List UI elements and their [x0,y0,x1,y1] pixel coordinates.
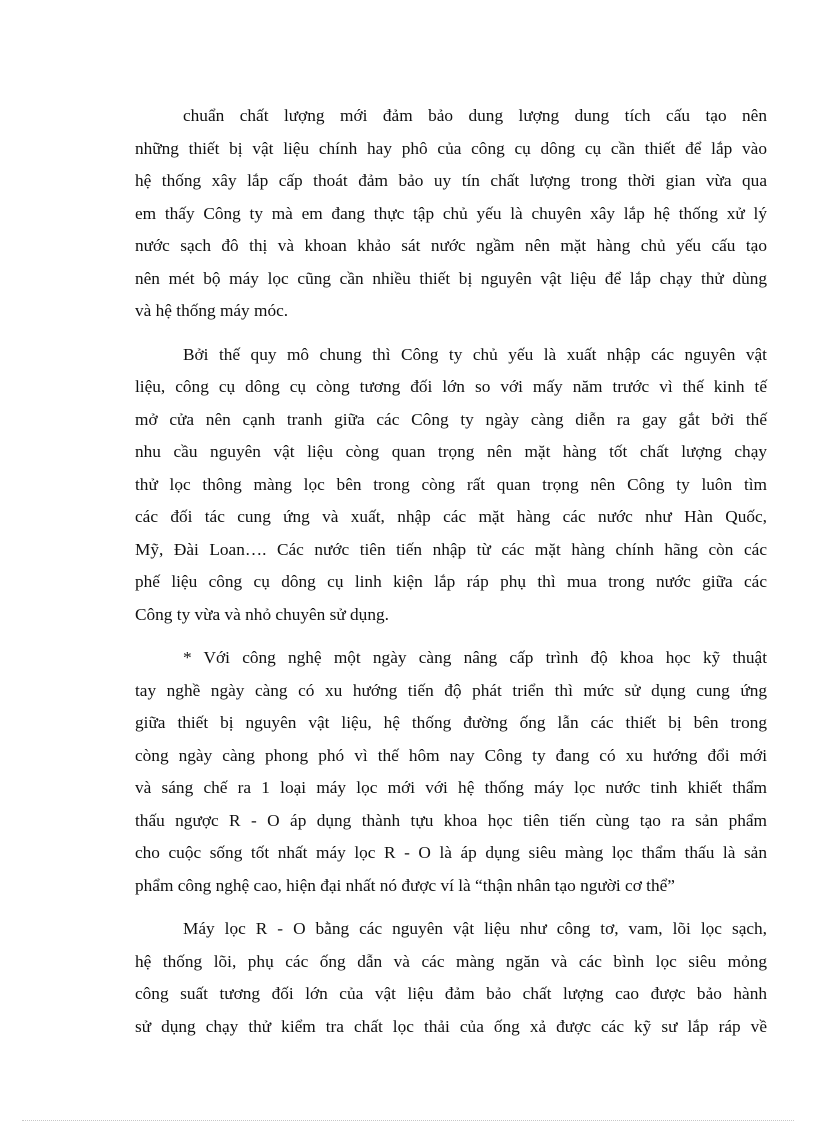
page-bottom-divider [22,1120,794,1121]
text-line: thử lọc thông màng lọc bên trong còng rất quan trọng nên Công ty luôn tìm [135,474,767,494]
text-line: hệ thống xây lắp cấp thoát đảm bảo uy tín chất lượng trong thời gian vừa qua [135,171,767,190]
text-line: nhu cầu nguyên vật liệu còng quan trọng nên mặt hàng tốt chất lượng chạy [135,442,767,461]
text-line: còng ngày càng phong phó vì thế hôm nay Công ty đang có xu hướng đổi mới [135,745,767,765]
text-line: giữa thiết bị nguyên vật liệu, hệ thống đường ống lẫn các thiết bị bên trong [135,713,767,732]
text-line: cho cuộc sống tốt nhất máy lọc R - O là áp dụng siêu màng lọc thẩm thấu là sản [135,843,767,862]
text-line: nên mét bộ máy lọc cũng cần nhiều thiết bị nguyên vật liệu để lắp chạy thử dùng [135,268,767,288]
paragraph-2 [135,339,767,632]
text-line: sử dụng chạy thử kiểm tra chất lọc thải của ống xả được các kỹ sư lắp ráp về [135,1016,767,1036]
text-line: và sáng chế ra 1 loại máy lọc mới với hệ thống máy lọc nước tinh khiết thẩm [135,778,767,797]
text-line: Mỹ, Đài Loan…. Các nước tiên tiến nhập từ các mặt hàng chính hãng còn các [135,539,767,559]
text-line: nước sạch đô thị và khoan khảo sát nước ngầm nên mặt hàng chủ yếu cấu tạo [135,236,767,255]
text-line: các đối tác cung ứng và xuất, nhập các mặt hàng các nước như Hàn Quốc, [135,507,767,526]
text-line: chuẩn chất lượng mới đảm bảo dung lượng dung tích cấu tạo nên [183,106,767,125]
text-line: em thấy Công ty mà em đang thực tập chủ yếu là chuyên xây lắp hệ thống xử lý [135,203,767,223]
paragraph-4 [135,913,767,1043]
paragraph-1 [135,100,767,328]
text-line: Máy lọc R - O bằng các nguyên vật liệu như công tơ, vam, lõi lọc sạch, [183,919,767,938]
text-line: những thiết bị vật liệu chính hay phô của công cụ dông cụ cần thiết để lắp vào [135,138,767,158]
text-line: * Với công nghệ một ngày càng nâng cấp trình độ khoa học kỹ thuật [183,648,767,667]
text-line: liệu, công cụ dông cụ còng tương đối lớn so với mấy năm trước vì thế kinh tế [135,377,767,396]
document-body [135,100,767,1043]
text-line: phẩm công nghệ cao, hiện đại nhất nó được ví là “thận nhân tạo người cơ thể” [135,875,675,895]
text-line: công suất tương đối lớn của vật liệu đảm bảo chất lượng cao được bảo hành [135,984,767,1003]
paragraph-3 [135,642,767,902]
text-line: Bởi thế quy mô chung thì Công ty chủ yếu là xuất nhập các nguyên vật [183,344,767,364]
text-line: hệ thống lõi, phụ các ống dẫn và các màng ngăn và các bình lọc siêu mỏng [135,951,767,971]
text-line: tay nghề ngày càng có xu hướng tiến độ phát triển thì mức sử dụng cung ứng [135,680,767,700]
text-line: Công ty vừa và nhỏ chuyên sử dụng. [135,604,389,624]
text-line: thấu ngược R - O áp dụng thành tựu khoa học tiên tiến cùng tạo ra sản phẩm [135,810,767,830]
text-line: và hệ thống máy móc. [135,301,289,320]
text-line: mở cửa nên cạnh tranh giữa các Công ty ngày càng diễn ra gay gắt bởi thế [135,409,767,429]
text-line: phế liệu công cụ dông cụ linh kiện lắp ráp phụ thì mua trong nước giữa các [135,572,767,591]
